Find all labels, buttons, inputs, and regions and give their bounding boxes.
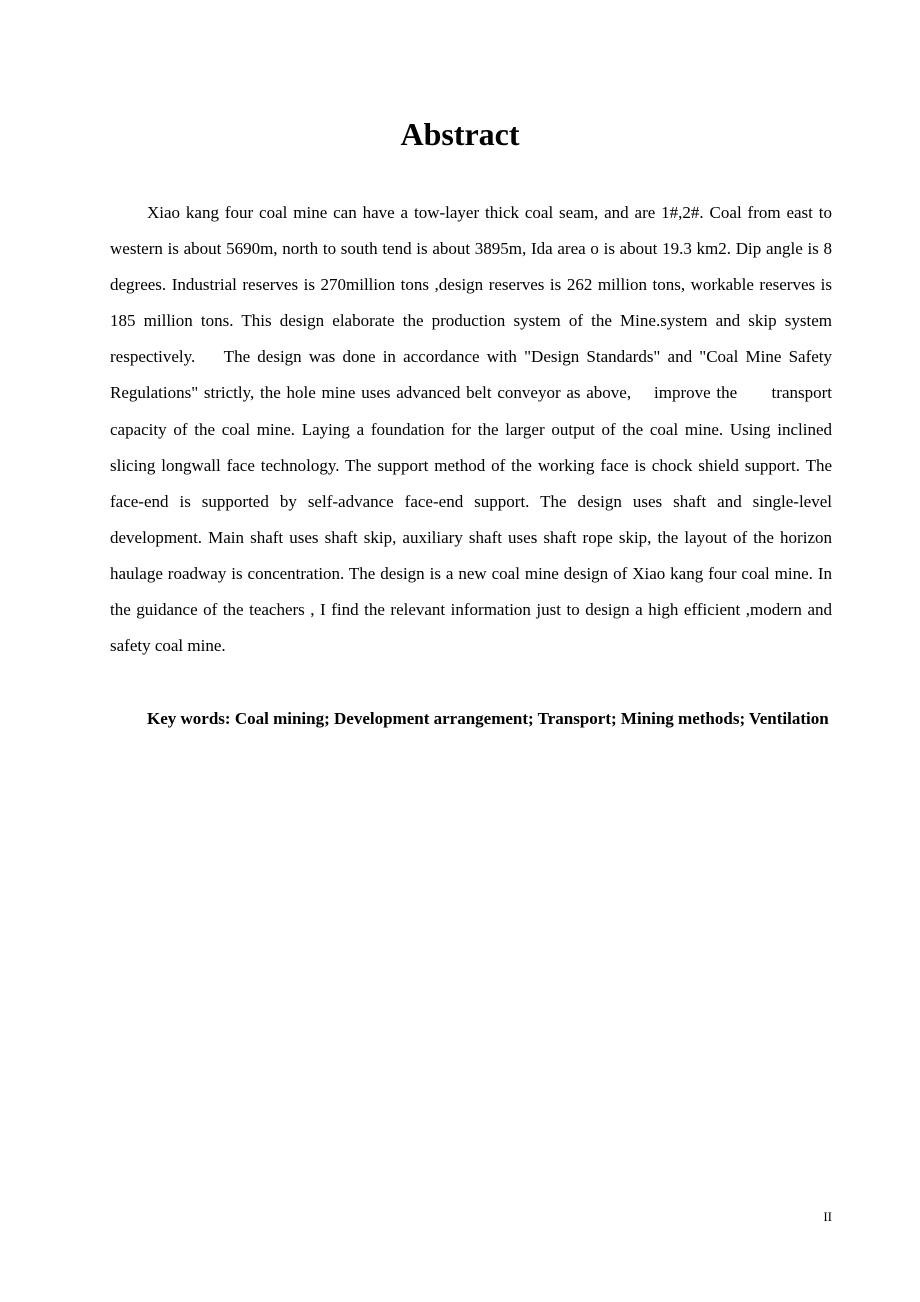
page-number: II bbox=[823, 1209, 832, 1224]
abstract-body: Xiao kang four coal mine can have a tow-layer thick coal seam, and are 1#,2#. Coal from east to western is about 5690m, north to south tend is about 3895m, Ida area o is about 19.3 km2. Dip angle is 8 degrees. Industrial reserves is 270million tons ,design reserves is 262 million tons, workable reserves is 185 million tons. This design elaborate the production system of the Mine.system and skip system respectively. The design was done in accordance with "Design Standards" and "Coal Mine Safety Regulations" strictly, the hole mine uses advanced belt conveyor as above, improve the transport capacity of the coal mine. Laying a foundation for the larger output of the coal mine. Using inclined slicing longwall face technology. The support method of the working face is chock shield support. The face-end is supported by self-advance face-end support. The design uses shaft and single-level development. Main shaft uses shaft skip, auxiliary shaft uses shaft rope skip, the layout of the horizon haulage roadway is concentration. The design is a new coal mine design of Xiao kang four coal mine. In the guidance of the teachers , I find the relevant information just to design a high efficient ,modern and safety coal mine. bbox=[110, 203, 837, 656]
page-title: Abstract bbox=[400, 116, 520, 152]
keywords-paragraph: Key words: Coal mining; Development arrangement; Transport; Mining methods; Ventilation bbox=[147, 709, 829, 728]
